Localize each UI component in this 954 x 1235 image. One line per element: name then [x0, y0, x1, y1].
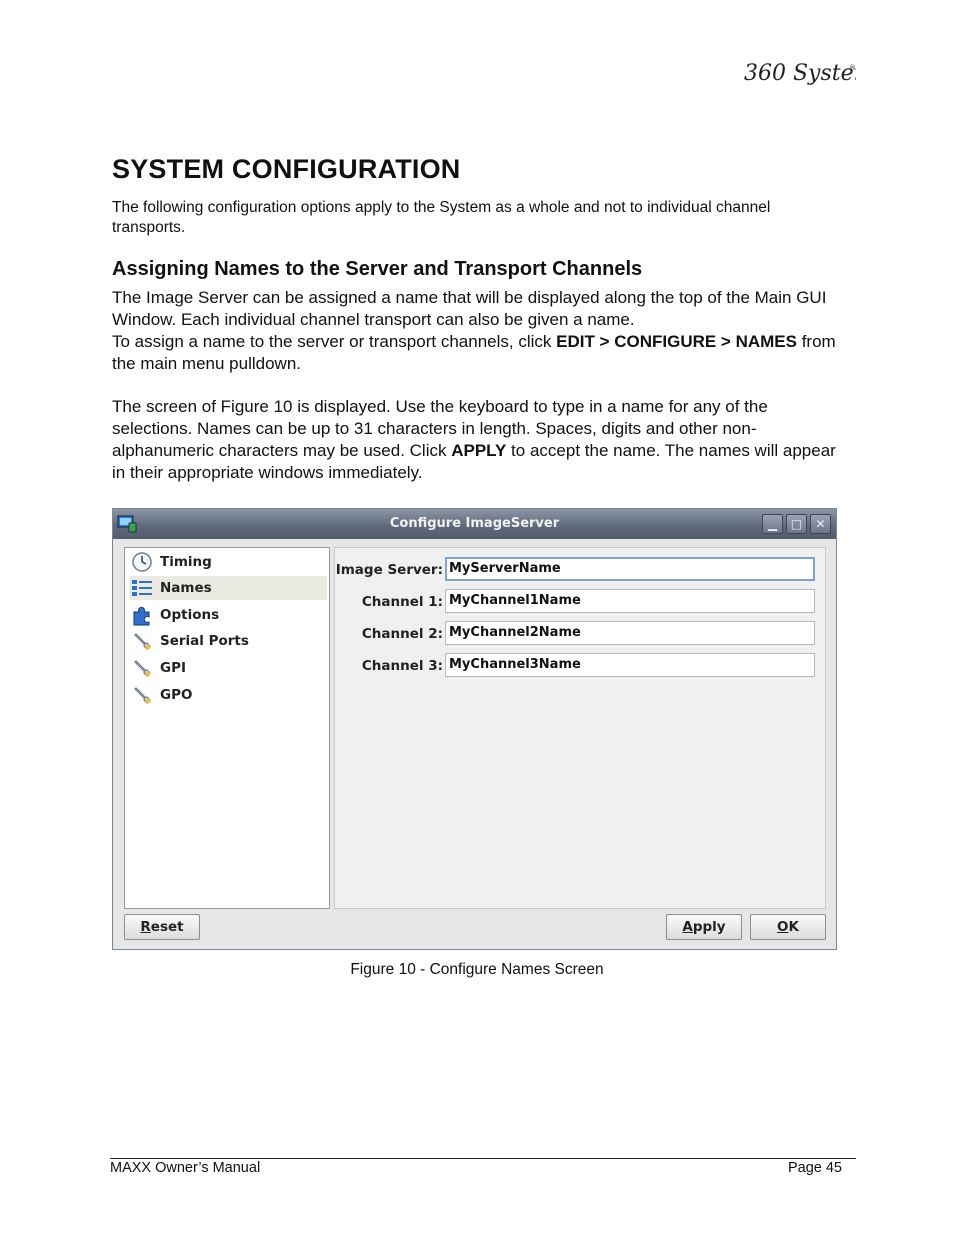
image-server-label: Image Server: — [335, 562, 443, 578]
channel-3-label: Channel 3: — [361, 658, 443, 674]
footer-divider — [110, 1158, 856, 1159]
channel-2-label: Channel 2: — [361, 626, 443, 642]
ok-label: K — [788, 919, 799, 935]
maximize-button[interactable]: □ — [786, 514, 807, 534]
nav-item-serial-ports[interactable] — [129, 629, 327, 653]
instructions-line2-post: from the main menu pulldown. — [112, 332, 836, 373]
footer-manual-title: MAXX Owner’s Manual — [110, 1160, 261, 1176]
instructions-line1: The Image Server can be assigned a name that will be displayed along the top of the Main GUI Window. Each individual channel transport can also be given a name. — [112, 288, 827, 329]
image-server-input[interactable]: MyServerName — [445, 557, 815, 581]
reset-mnemonic: R — [140, 919, 151, 935]
field-row-image-server — [335, 557, 825, 583]
nav-item-names[interactable] — [129, 576, 327, 600]
channel-2-input[interactable]: MyChannel2Name — [445, 621, 815, 645]
instructions-paragraph — [112, 287, 842, 375]
apply-keyword: APPLY — [451, 441, 507, 460]
wrench-icon — [131, 630, 153, 652]
company-logo — [744, 52, 856, 92]
reset-button[interactable] — [124, 914, 200, 940]
usage-text-pre: The screen of Figure 10 is displayed. Use the keyboard to type in a name for any of the selections. Names can be up to 31 characters in length. Spaces, digits and other non-alphanumeric characters may be used. Click — [112, 397, 768, 460]
clock-icon — [131, 551, 153, 573]
ok-mnemonic: O — [777, 919, 789, 935]
figure-caption: Figure 10 - Configure Names Screen — [350, 961, 604, 978]
svg-text:360 Systems: 360 Syste — [744, 61, 854, 86]
configure-imageserver-window — [112, 508, 837, 950]
page-heading: SYSTEM CONFIGURATION — [112, 154, 461, 184]
nav-item-gpi[interactable] — [129, 656, 327, 680]
nav-item-label: Names — [160, 580, 212, 596]
field-row-channel-3 — [335, 653, 825, 679]
close-button[interactable]: ✕ — [810, 514, 831, 534]
nav-item-label: GPI — [160, 660, 186, 676]
list-icon — [131, 577, 153, 599]
channel-1-label: Channel 1: — [361, 594, 443, 610]
menu-path: EDIT > CONFIGURE > NAMES — [556, 332, 797, 351]
channel-1-input[interactable]: MyChannel1Name — [445, 589, 815, 613]
field-row-channel-1 — [335, 589, 825, 615]
minimize-button[interactable]: ▁ — [762, 514, 783, 534]
channel-3-input[interactable]: MyChannel3Name — [445, 653, 815, 677]
reset-label: eset — [150, 919, 184, 935]
wrench-icon — [131, 657, 153, 679]
nav-item-label: Serial Ports — [160, 633, 249, 649]
window-title: Configure ImageServer — [389, 516, 560, 531]
logo-mark — [744, 52, 856, 92]
apply-button[interactable] — [666, 914, 742, 940]
field-row-channel-2 — [335, 621, 825, 647]
puzzle-icon — [131, 604, 153, 626]
section-subheading: Assigning Names to the Server and Transport Channels — [112, 258, 643, 280]
footer-page-number: Page 45 — [787, 1160, 842, 1176]
svg-text:®: ® — [849, 64, 856, 72]
window-titlebar[interactable] — [113, 509, 836, 539]
apply-label: pply — [692, 919, 726, 935]
usage-paragraph — [112, 396, 842, 484]
intro-paragraph: The following configuration options apply to the System as a whole and not to individual channel transports. — [112, 199, 771, 236]
settings-nav-list — [124, 547, 330, 909]
wrench-icon — [131, 684, 153, 706]
nav-item-timing[interactable] — [129, 550, 327, 574]
instructions-line2-pre: To assign a name to the server or transport channels, click — [112, 332, 557, 351]
nav-item-gpo[interactable] — [129, 683, 327, 707]
nav-item-label: GPO — [160, 687, 193, 703]
names-form — [334, 547, 826, 909]
nav-item-label: Timing — [160, 554, 212, 570]
apply-mnemonic: A — [682, 919, 693, 935]
nav-item-label: Options — [160, 607, 220, 623]
usage-text-post: to accept the name. The names will appear in their appropriate windows immediately. — [112, 441, 836, 482]
ok-button[interactable] — [750, 914, 826, 940]
nav-item-options[interactable] — [129, 603, 327, 627]
